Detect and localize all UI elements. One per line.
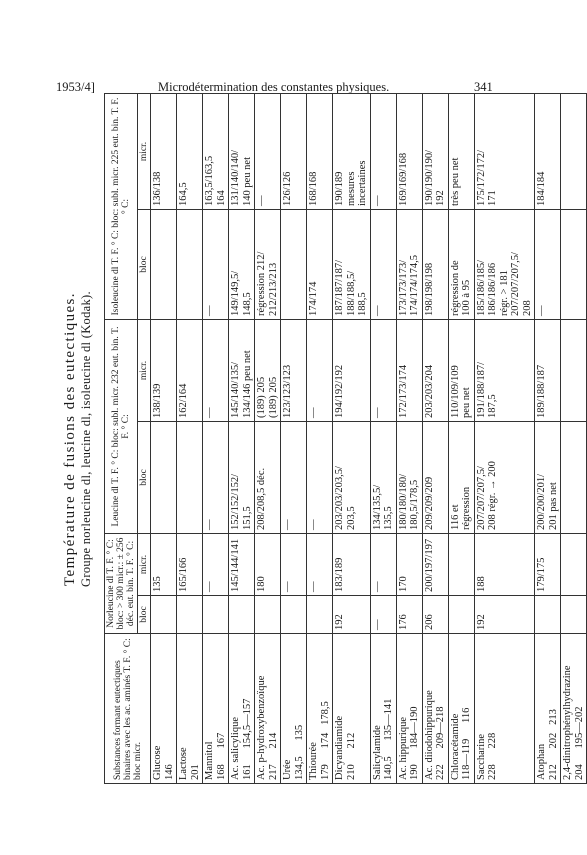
table-title: Température de fusions des eutectiques.: [62, 292, 78, 586]
n-micr-cell: [448, 534, 474, 596]
table-row: [151, 94, 177, 784]
substance-cell: [474, 634, 535, 784]
substance-melting-points: 168 167: [215, 732, 227, 780]
norleucine-micr-header: micr.: [138, 534, 151, 596]
table-row: [422, 94, 448, 784]
leucine-bloc-header: bloc: [138, 422, 151, 534]
n-micr-cell: —: [203, 534, 229, 596]
header-volume: 1953/4]: [56, 80, 95, 94]
substance-melting-points: 210 212: [345, 732, 357, 780]
l-micr-cell: 110/109/109 peu net: [448, 320, 474, 422]
l-bloc-cell: —: [281, 422, 307, 534]
l-micr-cell: 189/188/187: [535, 320, 561, 422]
substance-melting-points: 179 174 178,5: [319, 701, 331, 780]
i-bloc-cell: [177, 210, 203, 320]
n-bloc-cell: [255, 596, 281, 634]
i-micr-cell: [561, 94, 587, 210]
i-bloc-cell: —: [203, 210, 229, 320]
substance-melting-points: 201: [189, 764, 201, 780]
substance-name: 2,4-dinitrophénylhydrazine: [562, 665, 573, 780]
i-bloc-cell: 174/174: [307, 210, 333, 320]
substance-cell: [422, 634, 448, 784]
n-micr-cell: 179/175: [535, 534, 561, 596]
substance-cell: [333, 634, 371, 784]
n-micr-cell: [561, 534, 587, 596]
table-row: [396, 94, 422, 784]
table-row: [333, 94, 371, 784]
n-micr-cell: 145/144/141: [229, 534, 255, 596]
n-bloc-cell: [203, 596, 229, 634]
l-micr-cell: (189) 205 (189) 205: [255, 320, 281, 422]
l-micr-cell: 145/140/135/ 134/146 peu net: [229, 320, 255, 422]
substance-name: Thiourée: [308, 742, 319, 780]
n-micr-cell: 183/189: [333, 534, 371, 596]
table-row: [448, 94, 474, 784]
substance-name: Chloracétamide: [449, 713, 461, 780]
l-bloc-cell: 203/203/203,5/ 203,5: [333, 422, 371, 534]
substance-melting-points: 146: [163, 764, 175, 780]
i-bloc-cell: régression de 100 à 95: [448, 210, 474, 320]
l-micr-cell: —: [307, 320, 333, 422]
i-micr-cell: 126/126: [281, 94, 307, 210]
substance-cell: [255, 634, 281, 784]
n-micr-cell: 135: [151, 534, 177, 596]
substance-name: Lactose: [178, 747, 189, 780]
i-micr-cell: très peu net: [448, 94, 474, 210]
n-bloc-cell: [448, 596, 474, 634]
l-bloc-cell: 134/135,5/ 135,5: [370, 422, 396, 534]
page-number: 341: [474, 80, 493, 94]
l-bloc-cell: [177, 422, 203, 534]
substance-melting-points: 222 209—218: [435, 706, 446, 780]
i-micr-cell: 169/169/168: [396, 94, 422, 210]
n-bloc-cell: [561, 596, 587, 634]
l-bloc-cell: [151, 422, 177, 534]
substance-name: Glucose: [152, 745, 163, 780]
i-bloc-cell: —: [535, 210, 561, 320]
n-micr-cell: 180: [255, 534, 281, 596]
header-title: Microdétermination des constantes physiques.: [158, 80, 390, 94]
table-row: [474, 94, 535, 784]
l-bloc-cell: 180/180/180/ 180,5/178,5: [396, 422, 422, 534]
l-micr-cell: 162/164: [177, 320, 203, 422]
i-micr-cell: 131/140/140/ 140 peu net: [229, 94, 255, 210]
substance-name: Ac. hippurique: [397, 717, 409, 780]
l-micr-cell: 138/139: [151, 320, 177, 422]
n-bloc-cell: 192: [333, 596, 371, 634]
eutectic-table: [104, 93, 587, 784]
n-micr-cell: —: [370, 534, 396, 596]
norleucine-bloc-header: bloc: [138, 596, 151, 634]
i-micr-cell: 163,5/163,5 164: [203, 94, 229, 210]
substance-cell: [177, 634, 203, 784]
table-row: [307, 94, 333, 784]
n-bloc-cell: [281, 596, 307, 634]
i-bloc-cell: 198/198/198: [422, 210, 448, 320]
i-micr-cell: 136/138: [151, 94, 177, 210]
substance-cell: [229, 634, 255, 784]
i-micr-cell: 190/190/190/ 192: [422, 94, 448, 210]
n-bloc-cell: [307, 596, 333, 634]
i-micr-cell: —: [255, 94, 281, 210]
substance-cell: [281, 634, 307, 784]
substance-cell: [203, 634, 229, 784]
table-row: [535, 94, 561, 784]
substance-name: Mannitol: [204, 741, 215, 780]
table-row: [203, 94, 229, 784]
i-micr-cell: 175/172/172/ 171: [474, 94, 535, 210]
l-bloc-cell: 152/152/152/ 151,5: [229, 422, 255, 534]
leucine-header: Leucine dl T. F. ° C: bloc: subl. micr. 232 eut. bin. T. F. ° C:: [105, 320, 138, 534]
substance-melting-points: 217 214: [267, 732, 279, 780]
leucine-micr-header: micr.: [138, 320, 151, 422]
substance-melting-points: 118—119 116: [461, 707, 472, 780]
substance-name: Saccharine: [475, 733, 487, 780]
substance-cell: [448, 634, 474, 784]
n-bloc-cell: —: [370, 596, 396, 634]
substance-melting-points: 228 228: [487, 732, 498, 780]
substance-cell: [307, 634, 333, 784]
n-micr-cell: —: [307, 534, 333, 596]
substance-melting-points: 190 184—190: [409, 706, 420, 780]
substance-cell: [535, 634, 561, 784]
n-bloc-cell: 176: [396, 596, 422, 634]
substance-name: Ac. diiodohippurique: [423, 690, 435, 780]
l-micr-cell: 194/192/192: [333, 320, 371, 422]
l-micr-cell: 172/173/174: [396, 320, 422, 422]
substance-cell: [561, 634, 587, 784]
l-micr-cell: —: [370, 320, 396, 422]
isoleucine-micr-header: micr.: [138, 94, 151, 210]
substance-cell: [151, 634, 177, 784]
i-bloc-cell: —: [370, 210, 396, 320]
l-micr-cell: 123/123/123: [281, 320, 307, 422]
substance-name: Urée: [282, 759, 293, 780]
rotated-table-block: [62, 94, 585, 784]
table-row: [561, 94, 587, 784]
substance-cell: [396, 634, 422, 784]
n-bloc-cell: [229, 596, 255, 634]
substance-melting-points: 204 195—202: [573, 706, 585, 780]
i-micr-cell: —: [370, 94, 396, 210]
i-bloc-cell: 149/149,5/ 148,5: [229, 210, 255, 320]
norleucine-header: Norleucine dl T. F. ° C: bloc: > 300 micr.: ± 256 déc. eut. bin. T. F. ° C:: [105, 534, 138, 634]
l-bloc-cell: 116 et régression: [448, 422, 474, 534]
n-micr-cell: 165/166: [177, 534, 203, 596]
substance-name: Atophan: [536, 743, 547, 780]
n-micr-cell: 188: [474, 534, 535, 596]
l-micr-cell: [561, 320, 587, 422]
i-micr-cell: 164,5: [177, 94, 203, 210]
table-subtitle: Groupe norleucine dl, leucine dl, isoleucine dl (Kodak).: [79, 291, 93, 587]
isoleucine-bloc-header: bloc: [138, 210, 151, 320]
isoleucine-header: Isoleucine dl T. F. ° C: bloc: subl. micr. 225 eut. bin. T. F. ° C:: [105, 94, 138, 320]
i-bloc-cell: [151, 210, 177, 320]
l-bloc-cell: 207/207/207,5/ 208 régr. → 200: [474, 422, 535, 534]
table-row: [177, 94, 203, 784]
n-micr-cell: 200/197/197: [422, 534, 448, 596]
substance-name: Dicyandiamide: [334, 715, 345, 780]
substance-name: Salicylamide: [371, 725, 383, 780]
i-micr-cell: 168/168: [307, 94, 333, 210]
n-bloc-cell: 192: [474, 596, 535, 634]
l-bloc-cell: [561, 422, 587, 534]
l-bloc-cell: 208/208,5 déc.: [255, 422, 281, 534]
i-micr-cell: 190/189 mesures incertaines: [333, 94, 371, 210]
table-row: [229, 94, 255, 784]
n-bloc-cell: 206: [422, 596, 448, 634]
substance-melting-points: 212 202 213: [547, 709, 559, 780]
l-bloc-cell: 209/209/209: [422, 422, 448, 534]
n-bloc-cell: [535, 596, 561, 634]
l-bloc-cell: —: [203, 422, 229, 534]
i-bloc-cell: [561, 210, 587, 320]
substance-name: Ac. salicylique: [230, 717, 241, 780]
table-row: [281, 94, 307, 784]
substance-melting-points: 140,5 135—141: [383, 698, 394, 780]
substance-column-header: Substances formant eutectiques binaires avec les ac. aminés T. F. ° C: bloc micr.: [105, 634, 151, 784]
n-micr-cell: 170: [396, 534, 422, 596]
substance-melting-points: 134,5 135: [293, 724, 305, 780]
i-bloc-cell: régression 212/ 212/213/213: [255, 210, 281, 320]
i-bloc-cell: 187/187/187/ 188/188,5/ 188,5: [333, 210, 371, 320]
n-micr-cell: —: [281, 534, 307, 596]
substance-melting-points: 161 154,5—157: [241, 698, 253, 780]
n-bloc-cell: [151, 596, 177, 634]
i-bloc-cell: 173/173/173/ 174/174/174,5: [396, 210, 422, 320]
l-micr-cell: —: [203, 320, 229, 422]
l-bloc-cell: —: [307, 422, 333, 534]
table-row: [255, 94, 281, 784]
i-micr-cell: 184/184: [535, 94, 561, 210]
l-micr-cell: 203/203/204: [422, 320, 448, 422]
table-row: [370, 94, 396, 784]
i-bloc-cell: 185/186/185/ 186/186/186 régr. > 181 207/207/207,5/ 208: [474, 210, 535, 320]
n-bloc-cell: [177, 596, 203, 634]
substance-name: Ac. p-hydroxybenzoïque: [256, 675, 267, 780]
l-micr-cell: 191/188/187/ 187,5: [474, 320, 535, 422]
substance-cell: [370, 634, 396, 784]
l-bloc-cell: 200/200/201/ 201 pas net: [535, 422, 561, 534]
i-bloc-cell: [281, 210, 307, 320]
